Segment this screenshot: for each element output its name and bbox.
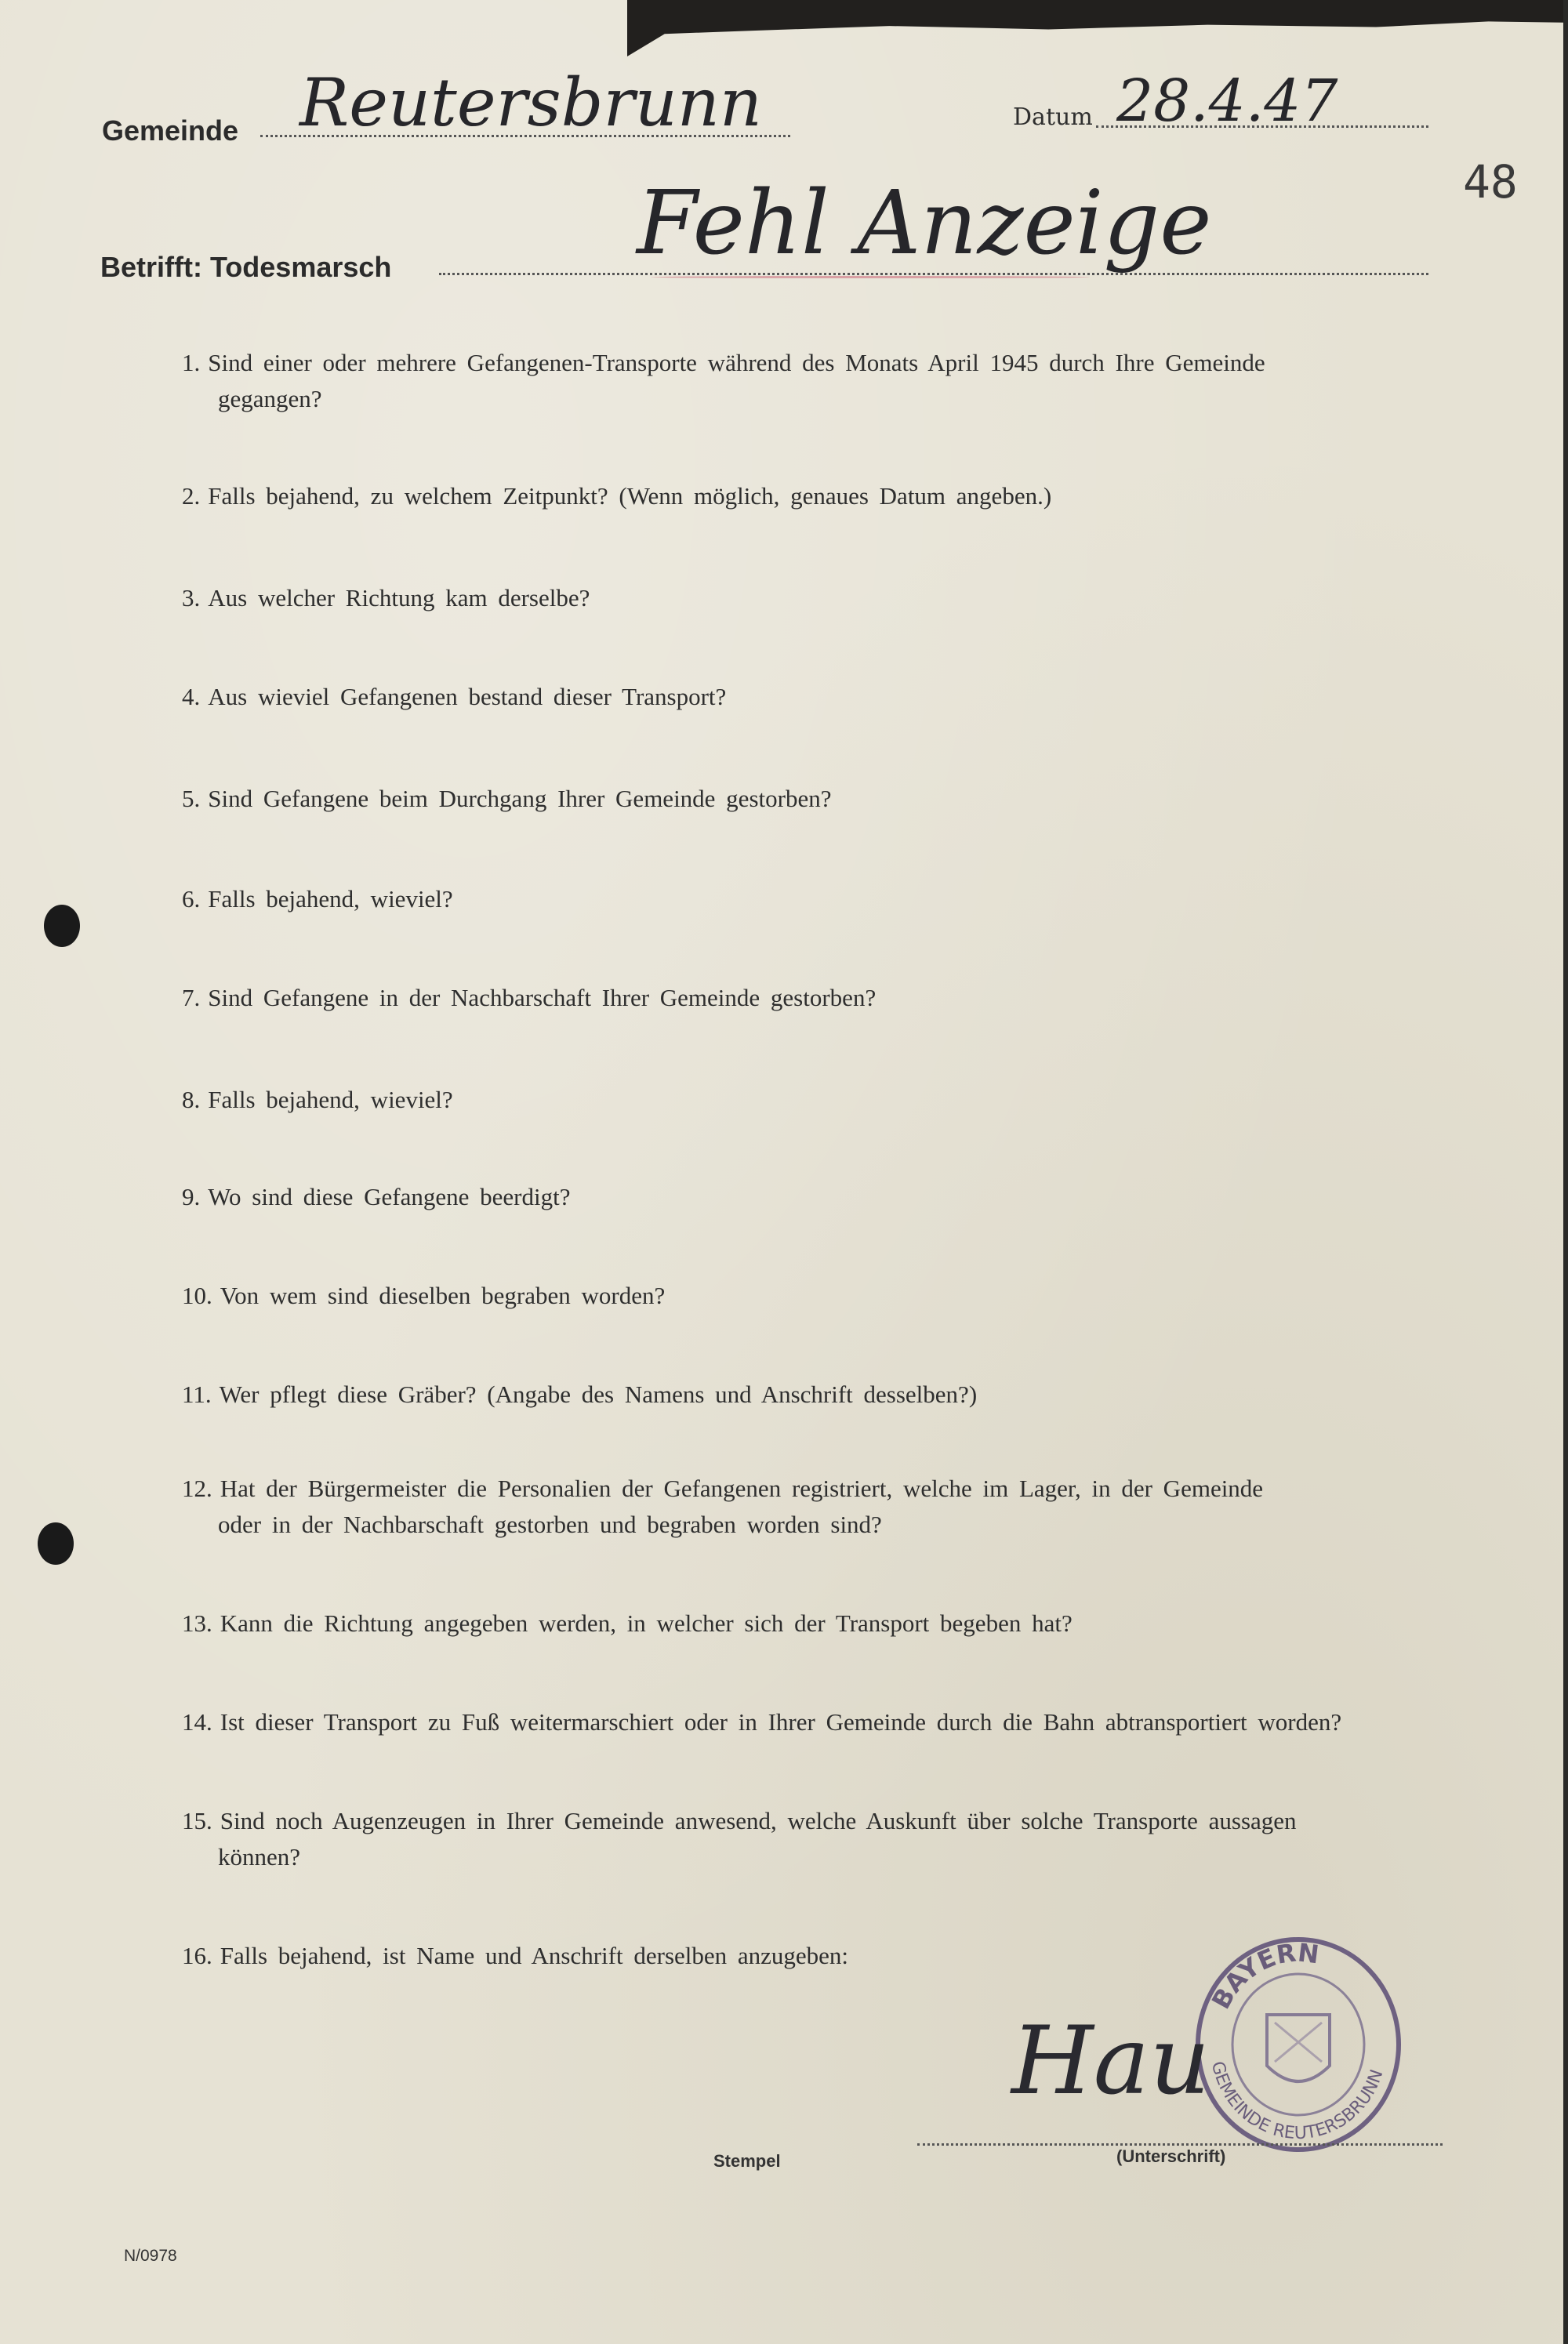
unterschrift-label: (Unterschrift) (1116, 2146, 1226, 2166)
municipal-stamp (1189, 1929, 1408, 2156)
form-code: N/0978 (124, 2247, 177, 2265)
gemeinde-label: Gemeinde (102, 114, 239, 147)
question-7: 7. Sind Gefangene in der Nachbarschaft Ihrer Gemeinde gestorben? (182, 984, 877, 1011)
datum-handwritten-value: 28.4.47 (1116, 67, 1338, 135)
question-14: 14. Ist dieser Transport zu Fuß weitermarschiert oder in Ihrer Gemeinde durch die Bahn abtransportiert worden? (182, 1708, 1342, 1736)
signature: Hau (1011, 2007, 1210, 2116)
question-15: 15. Sind noch Augenzeugen in Ihrer Gemeinde anwesend, welche Auskunft über solche Transporte aussagen können? (182, 1807, 1297, 1870)
stempel-label: Stempel (713, 2151, 781, 2171)
question-5: 5. Sind Gefangene beim Durchgang Ihrer Gemeinde gestorben? (182, 785, 832, 812)
signature-dotted-line (917, 2143, 1443, 2146)
punch-hole (38, 1522, 74, 1565)
question-12: 12. Hat der Bürgermeister die Personalien der Gefangenen registriert, welche im Lager, in der Gemeinde oder in der Nachbarschaft gestorben und begraben worden sind? (182, 1475, 1264, 1538)
question-13: 13. Kann die Richtung angegeben werden, in welcher sich der Transport begeben hat? (182, 1609, 1073, 1637)
question-1: 1. Sind einer oder mehrere Gefangenen-Transporte während des Monats April 1945 durch Ihre Gemeinde gegangen? (182, 349, 1265, 412)
stamp-text-ring: GEMEINDE REUTERSBRUNN (1207, 2059, 1388, 2144)
page-number: 48 (1463, 155, 1518, 209)
punch-hole (44, 905, 80, 947)
question-3: 3. Aus welcher Richtung kam derselbe? (182, 584, 590, 611)
question-8: 8. Falls bejahend, wieviel? (182, 1086, 453, 1113)
betrifft-handwritten-value: Fehl Anzeige (637, 172, 1212, 274)
torn-edge (627, 0, 1563, 56)
red-underline (651, 276, 1090, 278)
gemeinde-handwritten-value: Reutersbrunn (299, 64, 763, 141)
datum-label: Datum (1013, 103, 1093, 131)
question-6: 6. Falls bejahend, wieviel? (182, 885, 453, 913)
stamp-text-top: BAYERN (1206, 1937, 1321, 2015)
question-10: 10. Von wem sind dieselben begraben worden? (182, 1282, 666, 1309)
question-16: 16. Falls bejahend, ist Name und Anschrift derselben anzugeben: (182, 1942, 849, 1969)
question-11: 11. Wer pflegt diese Gräber? (Angabe des Namens und Anschrift desselben?) (182, 1381, 978, 1408)
betrifft-label: Betrifft: Todesmarsch (100, 251, 392, 283)
question-9: 9. Wo sind diese Gefangene beerdigt? (182, 1183, 571, 1210)
svg-text:GEMEINDE REUTERSBRUNN (1207, 2059, 1388, 2143)
question-2: 2. Falls bejahend, zu welchem Zeitpunkt? (Wenn möglich, genaues Datum angeben.) (182, 482, 1052, 510)
question-4: 4. Aus wieviel Gefangenen bestand dieser Transport? (182, 683, 727, 710)
svg-text:BAYERN (1206, 1937, 1320, 2014)
